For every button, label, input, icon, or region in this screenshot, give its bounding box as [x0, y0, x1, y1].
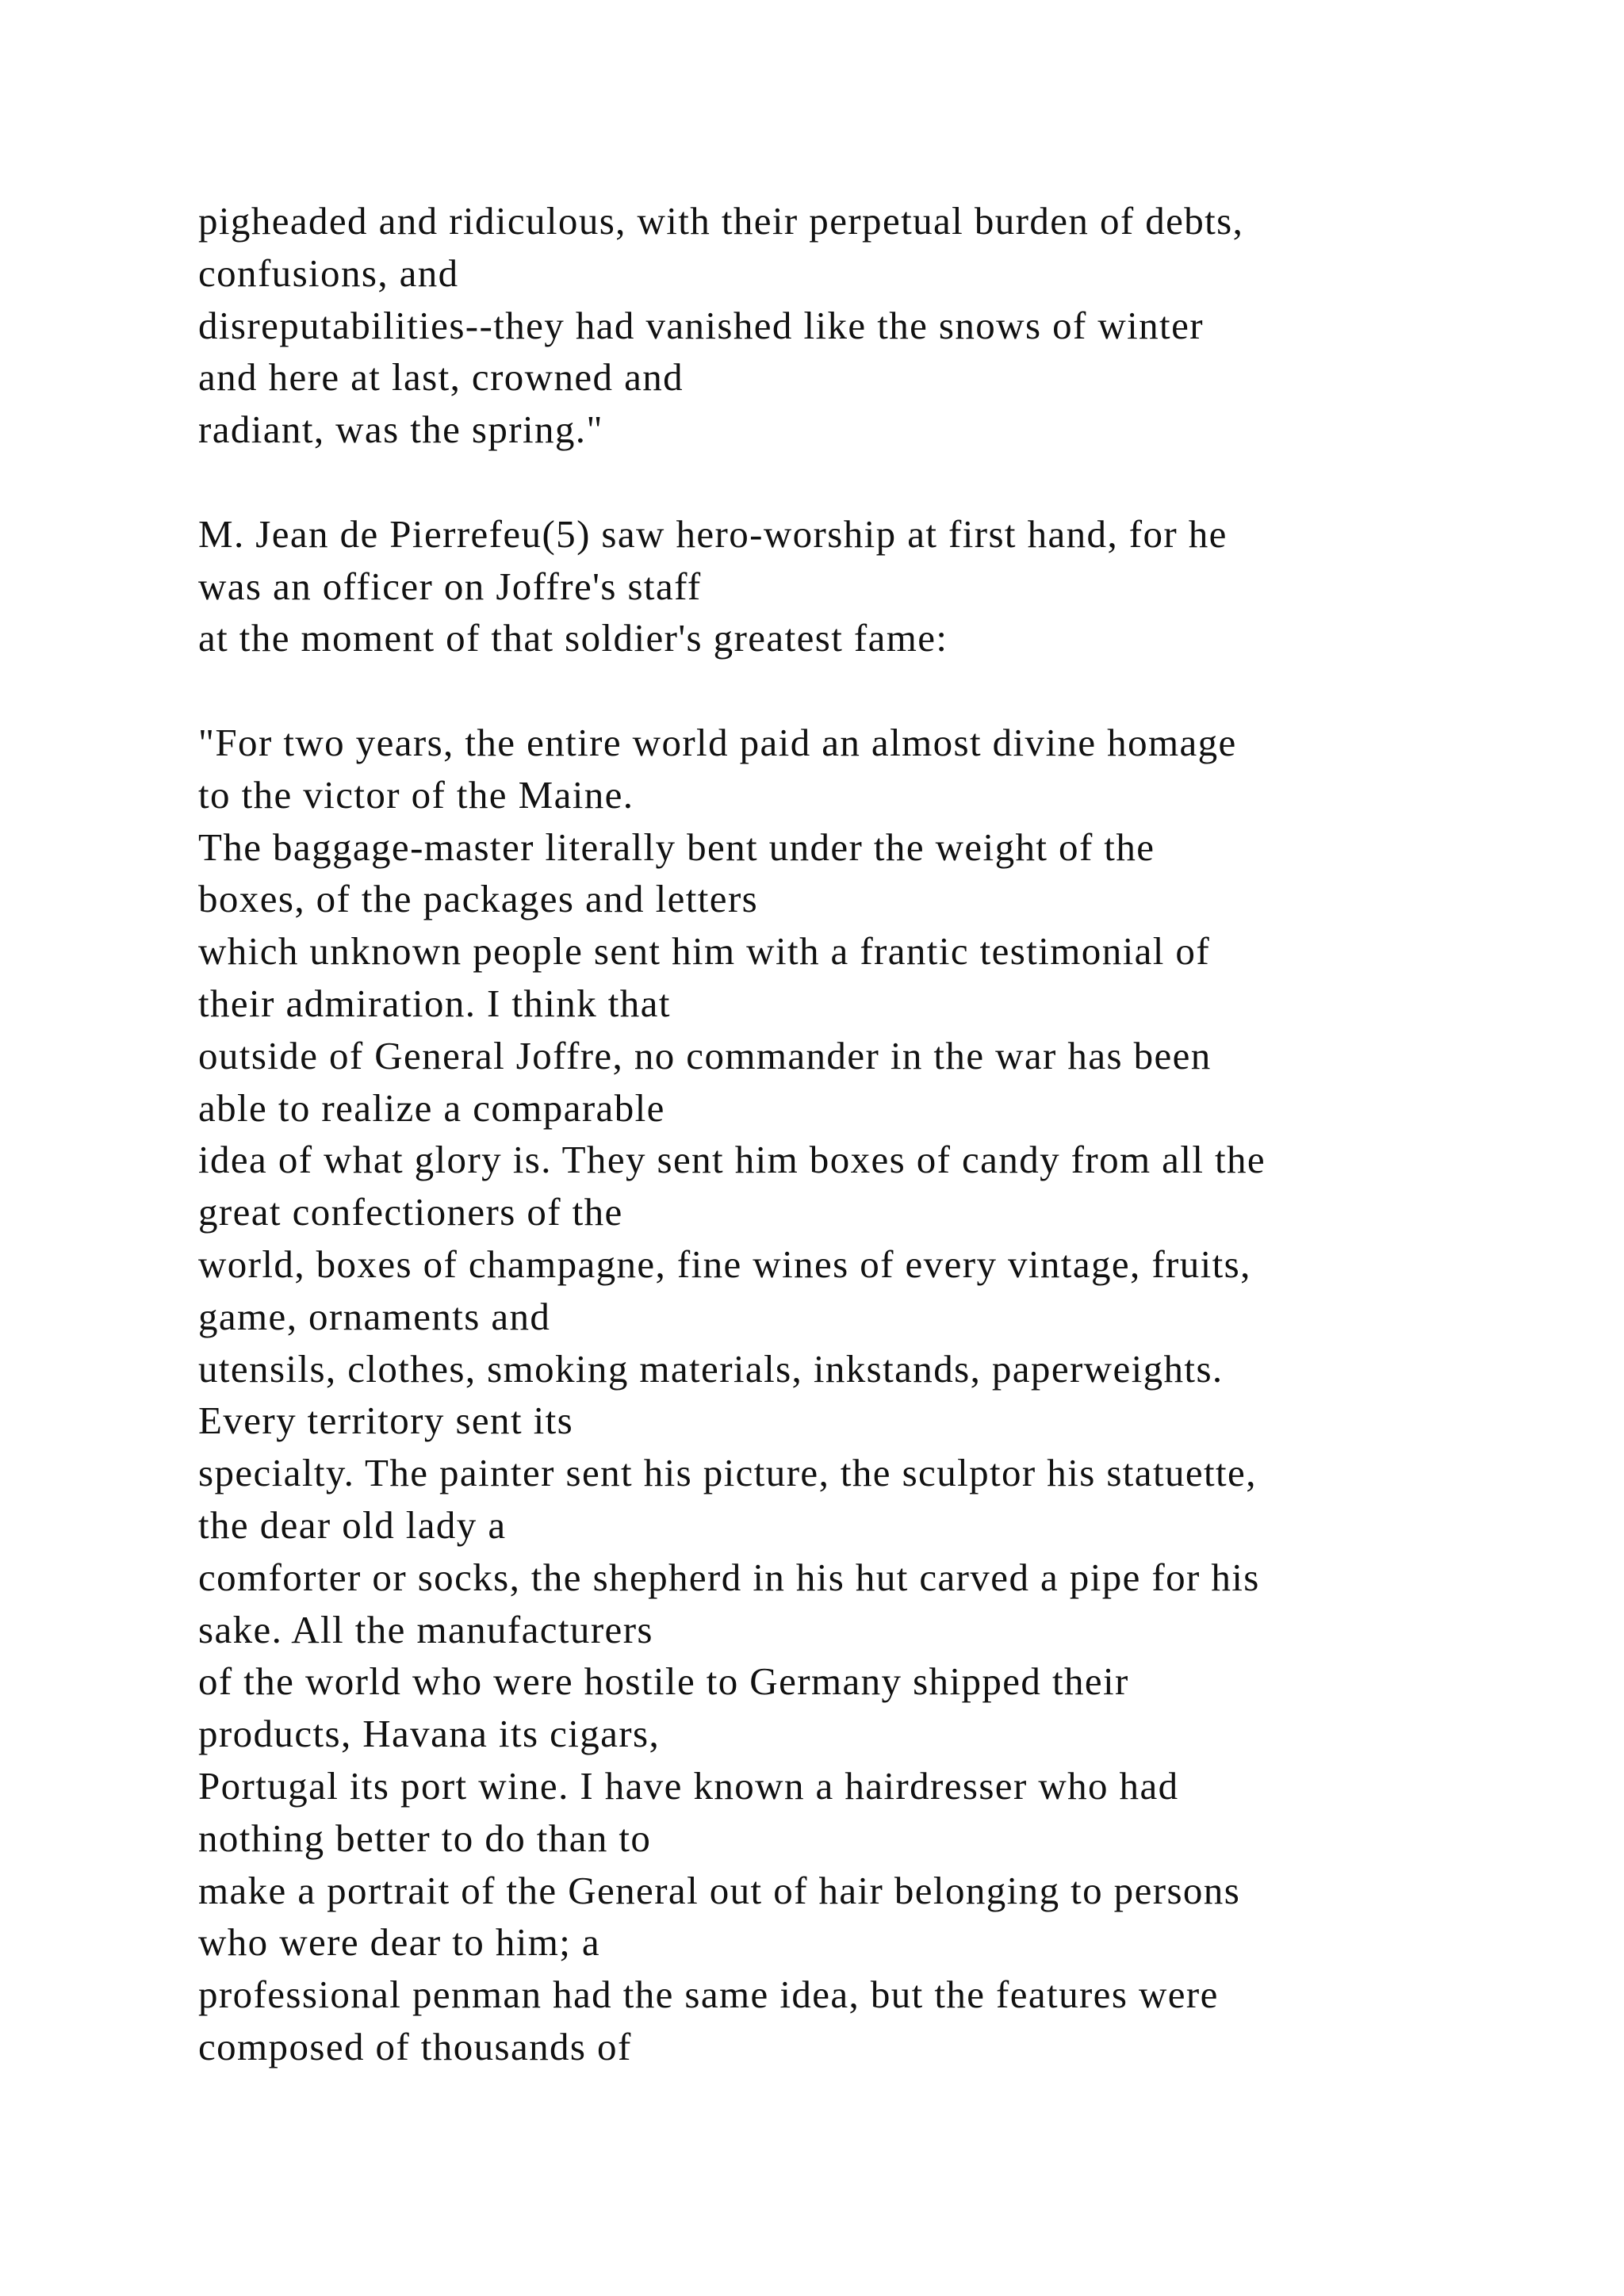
text-line: great confectioners of the — [198, 1190, 623, 1234]
text-line: pigheaded and ridiculous, with their perpetual burden of debts, — [198, 199, 1244, 243]
text-line: make a portrait of the General out of hair belonging to persons — [198, 1868, 1241, 1912]
text-line: Every territory sent its — [198, 1399, 574, 1443]
text-line: at the moment of that soldier's greatest fame: — [198, 616, 948, 660]
text-line: boxes, of the packages and letters — [198, 877, 759, 921]
text-line: idea of what glory is. They sent him boxes of candy from all the — [198, 1138, 1266, 1182]
text-line: and here at last, crowned and — [198, 355, 684, 400]
text-line: able to realize a comparable — [198, 1085, 665, 1130]
text-line: confusions, and — [198, 251, 459, 295]
paragraph-spacer — [198, 456, 1546, 508]
text-line: world, boxes of champagne, fine wines of every vintage, fruits, — [198, 1242, 1251, 1286]
paragraph-3 — [198, 717, 1546, 2073]
text-line: M. Jean de Pierrefeu(5) saw hero-worship at first hand, for he — [198, 511, 1228, 556]
text-line: radiant, was the spring." — [198, 408, 603, 452]
text-line: game, ornaments and — [198, 1294, 551, 1338]
text-line: Portugal its port wine. I have known a hairdresser who had — [198, 1763, 1179, 1808]
text-line: disreputabilities--they had vanished like the snows of winter — [198, 303, 1204, 347]
text-line: to the victor of the Maine. — [198, 772, 634, 817]
text-line: which unknown people sent him with a frantic testimonial of — [198, 929, 1211, 974]
text-line: comforter or socks, the shepherd in his hut carved a pipe for his — [198, 1555, 1260, 1599]
text-line: outside of General Joffre, no commander in the war has been — [198, 1033, 1212, 1077]
text-line: utensils, clothes, smoking materials, inkstands, paperweights. — [198, 1346, 1224, 1391]
text-line: who were dear to him; a — [198, 1920, 601, 1965]
paragraph-1 — [198, 195, 1546, 456]
text-line: of the world who were hostile to Germany shipped their — [198, 1659, 1129, 1704]
text-line: was an officer on Joffre's staff — [198, 564, 702, 608]
text-line: "For two years, the entire world paid an almost divine homage — [198, 720, 1237, 764]
text-line: The baggage-master literally bent under the weight of the — [198, 825, 1155, 869]
text-line: composed of thousands of — [198, 2024, 632, 2068]
text-line: specialty. The painter sent his picture, the sculptor his statuette, — [198, 1451, 1257, 1495]
document-body — [198, 195, 1546, 2073]
text-line: professional penman had the same idea, but the features were — [198, 1973, 1219, 2017]
paragraph-spacer — [198, 664, 1546, 717]
paragraph-2 — [198, 508, 1546, 664]
text-line: their admiration. I think that — [198, 981, 671, 1025]
text-line: sake. All the manufacturers — [198, 1607, 653, 1651]
text-line: nothing better to do than to — [198, 1816, 652, 1860]
text-line: products, Havana its cigars, — [198, 1712, 661, 1756]
text-line: the dear old lady a — [198, 1502, 507, 1547]
